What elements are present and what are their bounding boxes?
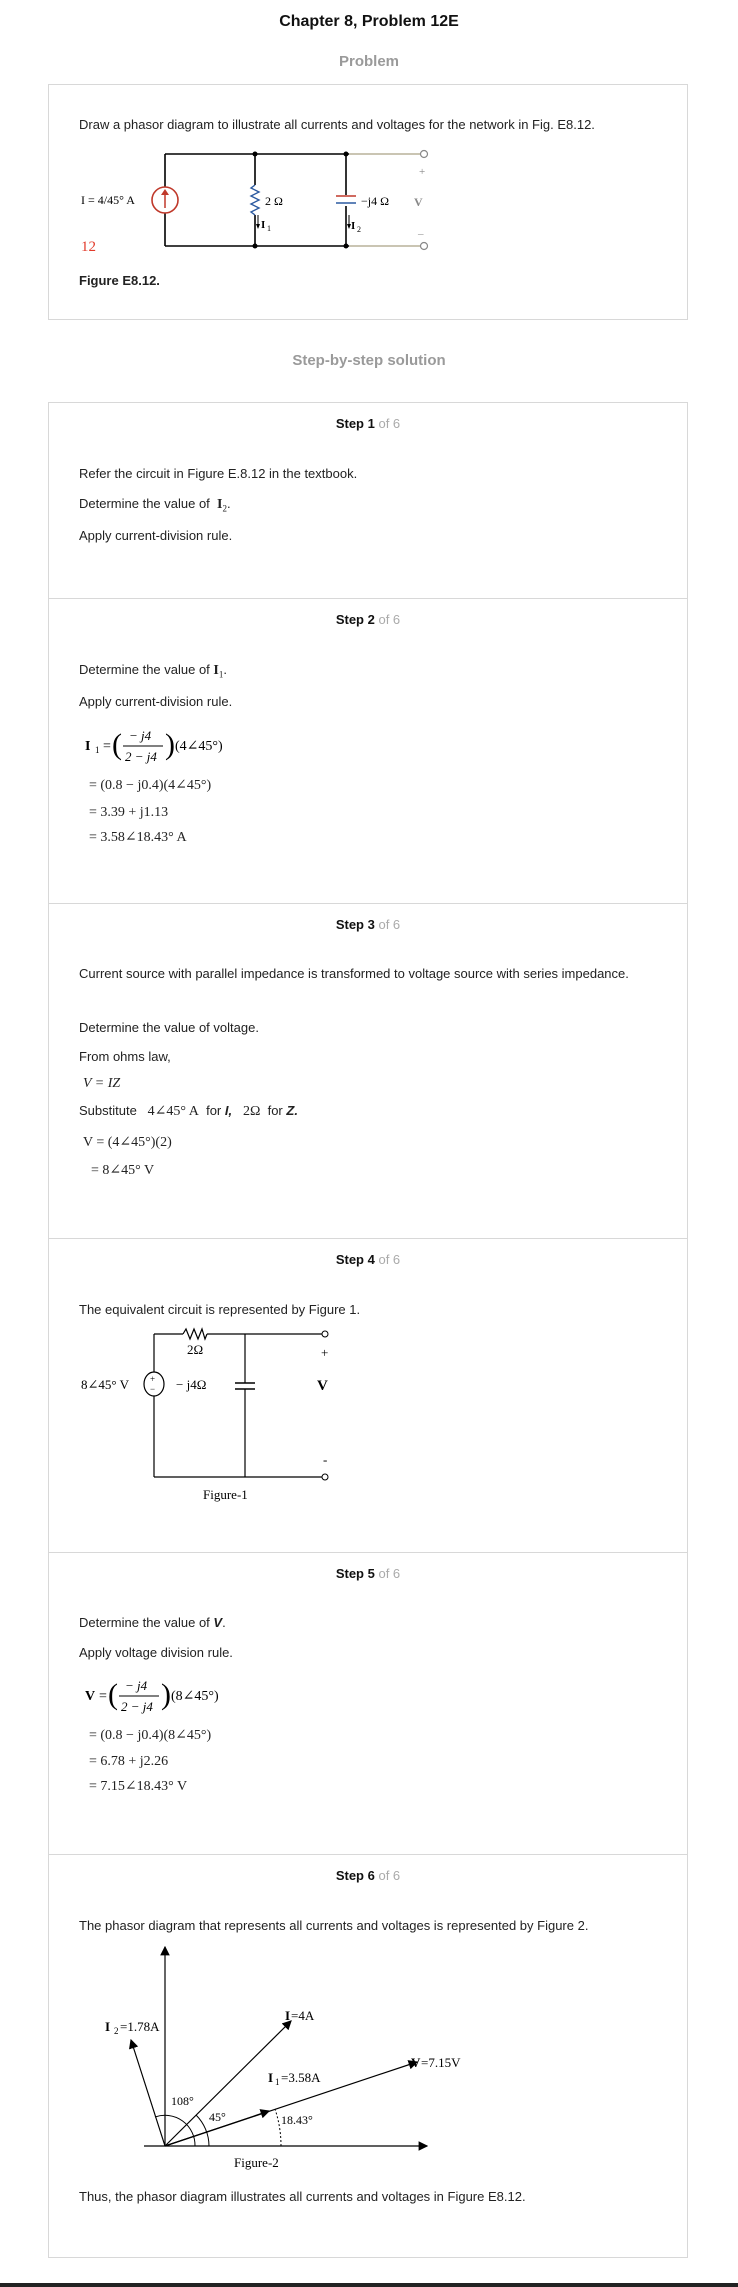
step-text: Thus, the phasor diagram illustrates all currents and voltages in Figure E8.12. xyxy=(79,2189,526,2204)
step-header: Step 1 of 6 xyxy=(335,416,401,431)
step-header: Step 4 of 6 xyxy=(335,1252,401,1267)
step-2 xyxy=(48,599,688,904)
svg-text:−: − xyxy=(150,1384,156,1394)
svg-text:1: 1 xyxy=(275,2077,280,2087)
svg-text:1: 1 xyxy=(267,224,271,233)
phasor-i2 xyxy=(131,2040,165,2146)
figure-2-phasor-diagram xyxy=(69,1941,469,2171)
circuit-figure-e8-12 xyxy=(49,145,689,275)
minus-sign: – xyxy=(418,228,424,240)
step-1 xyxy=(48,402,688,599)
terminal-top xyxy=(421,151,428,158)
step-text: Determine the value of $I_1$. xyxy=(79,662,227,680)
svg-text:I: I xyxy=(268,2070,274,2085)
figure-1-equivalent-circuit xyxy=(73,1321,433,1511)
step-3 xyxy=(48,904,688,1239)
svg-text:(8∠45°): (8∠45°) xyxy=(171,1689,219,1704)
equation-line: = (0.8 − j0.4)(4∠45°) xyxy=(89,778,212,793)
page-title: Chapter 8, Problem 12E xyxy=(279,13,459,30)
equation-line: = 7.15∠18.43° V xyxy=(89,1779,188,1794)
i2-label: I xyxy=(351,220,356,232)
angle-arc-108 xyxy=(155,2115,195,2146)
step-text: Determine the value of V. xyxy=(79,1615,226,1630)
step-text: Apply voltage division rule. xyxy=(79,1645,233,1660)
resistor-icon xyxy=(183,1329,207,1339)
angle-45-label: 45° xyxy=(209,2110,226,2124)
v-label: V xyxy=(317,1378,328,1394)
angle-1843-label: 18.43° xyxy=(281,2113,313,2127)
step-header: Step 3 of 6 xyxy=(335,917,401,932)
step-header: Step 2 of 6 xyxy=(335,612,401,627)
capacitor-label: − j4Ω xyxy=(176,1377,207,1392)
equation-line: = 6.78 + j2.26 xyxy=(89,1754,169,1769)
figure-number: 12 xyxy=(81,239,96,255)
ohms-law-equation: V = IZ xyxy=(83,1076,121,1091)
step-text: The equivalent circuit is represented by Figure 1. xyxy=(79,1302,361,1317)
svg-text:I: I xyxy=(105,2019,111,2034)
step-5 xyxy=(48,1553,688,1855)
svg-text:V: V xyxy=(85,1689,96,1704)
i1-label: =3.58A xyxy=(281,2070,321,2085)
i-label: =4A xyxy=(291,2008,315,2023)
angle-arc-45 xyxy=(196,2115,209,2146)
equation-line: V = (4∠45°)(2) xyxy=(83,1135,172,1150)
svg-text:I: I xyxy=(285,2008,291,2023)
step-text: From ohms law, xyxy=(79,1049,171,1064)
figure-caption: Figure-1 xyxy=(203,1487,248,1502)
problem-card xyxy=(48,84,688,320)
svg-text:2 − j4: 2 − j4 xyxy=(125,749,157,764)
figure-caption: Figure-2 xyxy=(234,2155,279,2170)
equation-line: = (0.8 − j0.4)(8∠45°) xyxy=(89,1728,212,1743)
svg-text:): ) xyxy=(161,1678,171,1711)
figure-caption: Figure E8.12. xyxy=(79,273,160,288)
step-4 xyxy=(48,1239,688,1553)
svg-text:2 − j4: 2 − j4 xyxy=(121,1699,153,1714)
svg-text:(: ( xyxy=(112,728,122,761)
terminal-bottom xyxy=(421,243,428,250)
v-label: V xyxy=(414,195,423,209)
angle-108-label: 108° xyxy=(171,2094,194,2108)
svg-text:): ) xyxy=(165,728,175,761)
svg-text:(4∠45°): (4∠45°) xyxy=(175,739,223,754)
step-text: Refer the circuit in Figure E.8.12 in the textbook. xyxy=(79,466,358,481)
voltage-division-equation xyxy=(79,1671,279,1721)
source-label: I = 4/45° A xyxy=(81,193,135,207)
i2-label: =1.78A xyxy=(120,2019,160,2034)
equation-line: = 3.39 + j1.13 xyxy=(89,805,169,820)
svg-text:1: 1 xyxy=(95,745,100,755)
svg-text:-: - xyxy=(323,1452,328,1467)
problem-heading: Problem xyxy=(338,53,399,70)
equation-line: = 3.58∠18.43° A xyxy=(89,830,187,845)
current-division-equation xyxy=(79,721,279,771)
step-header: Step 6 of 6 xyxy=(335,1868,401,1883)
plus-sign: + xyxy=(419,166,426,178)
problem-statement: Draw a phasor diagram to illustrate all currents and voltages for the network in Fig. E8.12. xyxy=(79,117,595,132)
svg-text:2: 2 xyxy=(114,2026,119,2036)
step-text: Determine the value of $I_2$. xyxy=(79,496,231,514)
bottom-border xyxy=(0,2283,738,2287)
source-label: 8∠45° V xyxy=(81,1377,129,1392)
svg-text:− j4: − j4 xyxy=(129,728,152,743)
svg-text:+: + xyxy=(150,1374,156,1384)
step-text: Current source with parallel impedance is transformed to voltage source with series impedance. xyxy=(79,966,629,981)
svg-text:I: I xyxy=(85,739,91,754)
svg-text:+: + xyxy=(321,1345,329,1360)
step-6 xyxy=(48,1855,688,2258)
step-text: The phasor diagram that represents all currents and voltages is represented by Figure 2. xyxy=(79,1918,589,1933)
svg-text:2: 2 xyxy=(357,225,361,234)
svg-text:(: ( xyxy=(108,1678,118,1711)
resistor-label: 2Ω xyxy=(187,1342,204,1357)
step-header: Step 5 of 6 xyxy=(335,1566,401,1581)
i1-label: I xyxy=(261,219,266,231)
svg-text:=: = xyxy=(103,739,111,754)
svg-text:=: = xyxy=(99,1689,107,1704)
equation-line: = 8∠45° V xyxy=(91,1163,155,1178)
step-text: Apply current-division rule. xyxy=(79,528,233,543)
v-label: =7.15V xyxy=(421,2055,461,2070)
svg-text:V: V xyxy=(411,2055,421,2070)
step-text: Apply current-division rule. xyxy=(79,694,233,709)
resistor-label: 2 Ω xyxy=(265,194,283,208)
svg-text:− j4: − j4 xyxy=(125,1678,148,1693)
solution-heading: Step-by-step solution xyxy=(292,352,446,369)
substitute-line: Substitute 4∠45° A for I, 2Ω for Z. xyxy=(79,1103,298,1119)
capacitor-label: −j4 Ω xyxy=(361,194,390,208)
step-text: Determine the value of voltage. xyxy=(79,1020,259,1035)
